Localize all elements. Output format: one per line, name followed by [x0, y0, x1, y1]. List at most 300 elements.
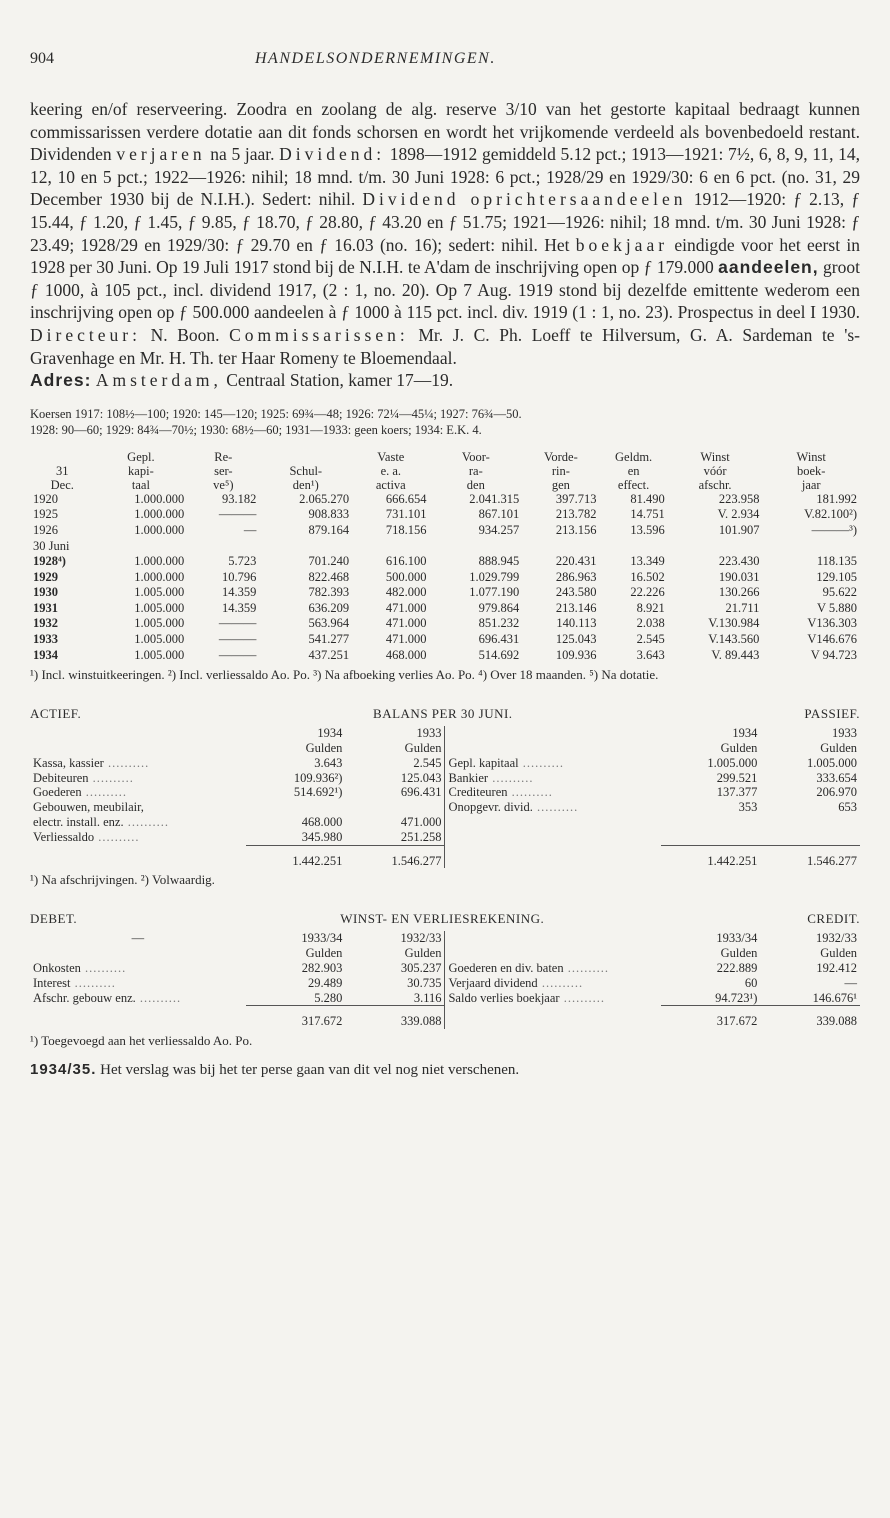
value-cell: 305.237	[400, 961, 442, 976]
value-cell: 213.146	[555, 600, 597, 615]
label-text: Debiteuren	[33, 770, 89, 785]
value-cell: 437.251	[308, 647, 350, 662]
ledger-label	[30, 771, 246, 786]
table-row	[30, 492, 860, 508]
value-cell: 1.005.000	[707, 755, 758, 770]
value-cell: 81.490	[630, 491, 665, 506]
years-row	[30, 931, 860, 946]
value-cell: 471.000	[385, 632, 427, 647]
ledger-label	[445, 800, 661, 815]
label-text: Verliessaldo	[33, 830, 95, 845]
value-cell: 13.596	[630, 522, 665, 537]
winst-table	[30, 931, 860, 1029]
value-cell: 397.713	[555, 491, 597, 506]
column-header: Vorde- rin- gen	[543, 449, 578, 492]
value-cell: 118.135	[816, 554, 857, 569]
value-cell: 701.240	[308, 554, 350, 569]
year-header: 1932/33	[400, 931, 442, 946]
header-spacer: —	[131, 931, 145, 946]
ledger-row	[30, 976, 860, 991]
year-header: 1933/34	[716, 931, 758, 946]
value-cell	[760, 830, 860, 845]
address-city: Amsterdam,	[95, 370, 222, 391]
ledger-label	[445, 976, 661, 991]
value-cell: 471.000	[385, 600, 427, 615]
totals-spacer	[445, 1006, 661, 1029]
value-cell: 563.964	[308, 616, 350, 631]
unit-header: Gulden	[305, 946, 343, 961]
value-cell: 468.000	[301, 815, 343, 830]
label-text: Afschr. gebouw enz.	[33, 990, 136, 1005]
spaced-term: Dividend:	[279, 144, 386, 165]
value-cell: 514.692	[478, 647, 520, 662]
value-cell: V 5.880	[816, 600, 857, 615]
table-row	[30, 523, 860, 539]
year-cell: 1928⁴)	[33, 554, 66, 569]
value-cell: 718.156	[385, 522, 427, 537]
value-cell: V. 89.443	[711, 647, 760, 662]
year-cell: 1920	[33, 491, 58, 506]
label-text: Kassa, kassier	[33, 755, 104, 770]
value-cell: V.130.984	[708, 616, 760, 631]
value-cell: 1.005.000	[807, 755, 857, 770]
value-cell: V.143.560	[708, 632, 760, 647]
ledger-label	[30, 830, 246, 845]
value-cell: 3.116	[413, 990, 442, 1005]
value-cell: 109.936²)	[293, 770, 343, 785]
leader-dots: ..........	[80, 961, 127, 976]
value-cell: 468.000	[385, 647, 427, 662]
label-text: Goederen	[33, 785, 82, 800]
value-cell: 125.043	[400, 770, 442, 785]
text-run: na 5 jaar.	[205, 144, 280, 165]
value-cell: 146.676¹	[812, 990, 857, 1005]
page-number: 904	[30, 50, 54, 67]
label-text: Crediteuren	[448, 785, 508, 800]
ledger-label	[30, 815, 246, 830]
value-cell: 2.041.315	[469, 491, 520, 506]
ledger-row	[30, 830, 860, 845]
value-cell: 94.723¹)	[715, 990, 758, 1005]
leader-dots: ..........	[537, 975, 584, 990]
value-cell: 3.643	[314, 755, 343, 770]
value-cell: 1.077.190	[469, 585, 520, 600]
value-cell: 14.359	[222, 600, 257, 615]
value-cell: 282.903	[301, 961, 343, 976]
header-spacer	[445, 741, 661, 756]
value-cell: 2.038	[636, 616, 665, 631]
table-row	[30, 632, 860, 648]
value-cell: 471.000	[400, 815, 442, 830]
ledger-label	[30, 785, 246, 800]
value-cell: 206.970	[816, 785, 857, 800]
winst-right-title: CREDIT.	[807, 911, 860, 927]
value-cell: 1.005.000	[134, 647, 185, 662]
winst-title: WINST- EN VERLIESREKENING.	[340, 911, 545, 927]
value-cell: 851.232	[478, 616, 520, 631]
value-cell: 934.257	[478, 522, 520, 537]
column-header: Vaste e. a. activa	[375, 449, 406, 492]
balans-section	[30, 706, 860, 887]
label-text: Gebouwen, meubilair,	[33, 800, 144, 815]
value-cell: 223.430	[718, 554, 760, 569]
balans-left-title: ACTIEF.	[30, 706, 82, 722]
year-header: 1933	[832, 726, 857, 741]
table-row	[30, 507, 860, 523]
value-cell: 16.502	[630, 569, 665, 584]
label-text: Verjaard dividend	[448, 975, 538, 990]
value-cell: 908.833	[308, 507, 350, 522]
ledger-label	[30, 756, 246, 771]
winst-left-title: DEBET.	[30, 911, 78, 927]
year-header: 1933	[416, 726, 442, 741]
value-cell: 243.580	[555, 585, 597, 600]
totals-row	[30, 845, 860, 868]
year-cell: 1933	[33, 632, 58, 647]
header-spacer	[445, 931, 661, 946]
main-paragraph	[30, 98, 860, 369]
value-cell: V146.676	[807, 632, 857, 647]
leader-dots: ..........	[135, 990, 182, 1005]
financial-table-body	[30, 492, 860, 664]
body-text	[30, 98, 860, 392]
value-cell: ———³)	[811, 522, 857, 537]
value-cell: 3.643	[636, 647, 665, 662]
table-row	[30, 554, 860, 570]
value-cell: 879.164	[308, 522, 350, 537]
column-header: Winst vóór afschr.	[698, 449, 732, 492]
year-cell: 1934	[33, 647, 58, 662]
value-cell: 616.100	[385, 554, 427, 569]
value-cell: 14.751	[630, 507, 665, 522]
value-cell: 1.005.000	[134, 632, 185, 647]
value-cell: V 94.723	[810, 647, 857, 662]
spaced-term: Dividend oprichtersaandeelen	[362, 189, 687, 210]
text-run: groot ƒ 1000, à 105 pct., incl. dividend 1917, (2 : 1, no. 20). Op 7 Aug. 1919 stond bij dezelfde emittente wederom een inschrijving open op ƒ 500.000 aandeelen à ƒ 1000 à 115 pct. incl. div. 1919 (1 : 1, no. 23). Prospectus in deel I 1930.	[30, 257, 860, 323]
leader-dots: ..........	[70, 975, 116, 990]
year-cell: 1925	[33, 507, 58, 522]
closing-text: Het verslag was bij het ter perse gaan van dit vel nog niet verschenen.	[96, 1062, 520, 1079]
header-spacer	[445, 726, 661, 741]
value-cell	[760, 815, 860, 830]
value-cell: 514.692¹)	[293, 785, 343, 800]
value-cell: 867.101	[478, 507, 520, 522]
value-cell: 1.000.000	[134, 554, 185, 569]
value-cell: 220.431	[555, 554, 597, 569]
value-cell: 95.622	[822, 585, 857, 600]
subheader-cell: 30 Juni	[33, 538, 70, 553]
page	[30, 50, 860, 1078]
ledger-row	[30, 771, 860, 786]
label-text: Interest	[33, 975, 71, 990]
value-cell: V. 2.934	[717, 507, 760, 522]
ledger-label	[30, 961, 246, 976]
value-cell: 696.431	[478, 632, 520, 647]
address-label: Adres:	[30, 370, 92, 391]
value-cell	[345, 800, 445, 815]
value-cell: 1.005.000	[134, 585, 185, 600]
ledger-label	[445, 756, 661, 771]
value-cell: 345.980	[301, 829, 343, 844]
winst-section	[30, 911, 860, 1048]
ledger-label	[445, 815, 661, 830]
leader-dots: ..........	[81, 785, 127, 800]
value-cell: 190.031	[718, 569, 760, 584]
winst-notes: ¹) Toegevoegd aan het verliessaldo Ao. Po.	[30, 1033, 253, 1049]
label-text: Bankier	[448, 770, 489, 785]
financial-table-notes: ¹) Incl. winstuitkeeringen. ²) Incl. verliessaldo Ao. Po. ³) Na afboeking verlies Ao. Po. ⁴) Over 18 maanden. ⁵) Na dotatie.	[30, 667, 659, 683]
value-cell: 2.065.270	[299, 491, 350, 506]
ledger-label	[30, 976, 246, 991]
text-run: Mr. J. C. Ph. Loeff te Hilversum, G. A. Sardeman te 's-Gravenhage en Mr. H. Th. ter Haar Romeny te Bloemendaal.	[30, 324, 860, 368]
label-text: Saldo verlies boekjaar	[448, 990, 560, 1005]
leader-dots: ..........	[103, 755, 150, 770]
value-cell: 222.889	[716, 961, 758, 976]
unit-header: Gulden	[820, 946, 857, 961]
ledger-label	[445, 771, 661, 786]
bold-term: aandeelen,	[718, 257, 819, 278]
header-spacer	[445, 946, 661, 961]
value-cell: 1.000.000	[134, 507, 185, 522]
total-cell: 1.442.251	[661, 845, 761, 868]
label-text: Goederen en div. baten	[448, 961, 564, 976]
table-row	[30, 570, 860, 586]
spaced-term: boekjaar	[575, 234, 669, 255]
value-cell: 5.280	[314, 990, 343, 1005]
spaced-term: Commissarissen:	[229, 324, 409, 345]
koersen-block	[30, 406, 860, 438]
value-cell: 125.043	[555, 632, 597, 647]
leader-dots: ..........	[94, 830, 140, 845]
unit-header: Gulden	[720, 946, 758, 961]
value-cell: 666.654	[385, 491, 427, 506]
value-cell: 29.489	[308, 975, 343, 990]
value-cell: 782.393	[308, 585, 350, 600]
value-cell: V.82.100²)	[804, 507, 857, 522]
ledger-label	[30, 800, 246, 815]
value-cell: 1.000.000	[134, 522, 185, 537]
column-header: Re- ser- ve⁵)	[213, 449, 234, 492]
table-row	[30, 616, 860, 632]
value-cell: 130.266	[718, 585, 760, 600]
leader-dots: ..........	[88, 770, 134, 785]
koersen-line-2: 1928: 90—60; 1929: 84¾—70½; 1930: 68½—60; 1931—1933: geen koers; 1934: E.K. 4.	[30, 422, 482, 437]
value-cell: —	[844, 975, 857, 990]
table-row	[30, 601, 860, 617]
totals-spacer	[30, 845, 246, 868]
running-header	[30, 50, 860, 68]
total-cell: 339.088	[760, 1006, 860, 1029]
leader-dots: ..........	[563, 961, 609, 976]
leader-dots: ..........	[488, 770, 534, 785]
balans-right-title: PASSIEF.	[804, 706, 860, 722]
value-cell: ———	[218, 647, 257, 662]
balans-table	[30, 726, 860, 868]
year-cell: 1932	[33, 616, 58, 631]
value-cell: 101.907	[718, 522, 760, 537]
financial-table-header	[30, 450, 860, 492]
header-spacer	[30, 946, 246, 961]
total-cell: 1.546.277	[760, 845, 860, 868]
ledger-label	[30, 991, 246, 1006]
unit-header: Gulden	[404, 946, 442, 961]
ledger-row	[30, 961, 860, 976]
value-cell: 10.796	[222, 569, 257, 584]
table-subheader-row	[30, 539, 860, 555]
value-cell: 213.782	[555, 507, 597, 522]
year-header: 1933/34	[301, 931, 343, 946]
years-row	[30, 726, 860, 741]
ledger-row	[30, 815, 860, 830]
label-text: Onopgevr. divid.	[448, 800, 533, 815]
text-run: eindigde voor het eerst in 1928 per 30 Juni. Op 19 Juli 1917 stond bij de N.I.H. te A'dam de inschrijving open op ƒ 179.000	[30, 234, 860, 278]
value-cell: 653	[838, 800, 857, 815]
value-cell: 1.029.799	[469, 569, 520, 584]
balans-heading	[30, 706, 860, 722]
header-spacer	[30, 741, 246, 756]
value-cell: —	[243, 522, 257, 537]
label-text: Gepl. kapitaal	[448, 755, 519, 770]
value-cell: ———	[218, 632, 257, 647]
value-cell: 2.545	[413, 755, 442, 770]
value-cell: V136.303	[807, 616, 857, 631]
balans-notes: ¹) Na afschrijvingen. ²) Volwaardig.	[30, 872, 215, 888]
address-rest: Centraal Station, kamer 17—19.	[221, 370, 454, 391]
spaced-term: verjaren	[116, 144, 206, 165]
column-header: Schul- den¹)	[289, 463, 323, 492]
leader-dots: ..........	[507, 785, 553, 800]
total-cell: 317.672	[661, 1006, 761, 1029]
text-run: N. Boon.	[140, 324, 230, 345]
value-cell: 14.359	[222, 585, 257, 600]
total-cell: 1.442.251	[246, 845, 346, 868]
year-header: 1934	[317, 726, 343, 741]
value-cell: 5.723	[228, 554, 257, 569]
year-cell: 1926	[33, 522, 58, 537]
column-header: Gepl. kapi- taal	[127, 449, 155, 492]
value-cell	[661, 830, 761, 845]
value-cell: 213.156	[555, 522, 597, 537]
value-cell: 109.936	[555, 647, 597, 662]
value-cell: 696.431	[400, 785, 442, 800]
unit-header: Gulden	[720, 741, 758, 756]
value-cell: ———	[218, 616, 257, 631]
ledger-row	[30, 991, 860, 1006]
value-cell: 1.000.000	[134, 569, 185, 584]
text-run: 1898—1912 gemiddeld 5.12 pct.; 1913—1921: 7½, 6, 8, 9, 11, 14, 12, 10 en 5 pct.; 1922—1926: nihil; 18 mnd. t/m. 30 Juni 1928: 6 pct.; 1928/29 en 1929/30: 6 en 6 pct. (no. 31, 29 December 1930 bij de N.I.H.). Sedert: nihil.	[30, 144, 861, 210]
total-cell: 339.088	[345, 1006, 445, 1029]
year-header: 1932/33	[816, 931, 857, 946]
leader-dots: ..........	[559, 990, 605, 1005]
unit-header: Gulden	[404, 741, 442, 756]
value-cell: 223.958	[718, 491, 760, 506]
year-header: 1934	[732, 726, 758, 741]
value-cell: 30.735	[407, 975, 442, 990]
leader-dots: ..........	[123, 815, 169, 830]
value-cell: 353	[738, 800, 758, 815]
running-title: HANDELSONDERNEMINGEN.	[255, 50, 496, 67]
unit-header: Gulden	[305, 741, 343, 756]
closing-year: 1934/35.	[30, 1061, 97, 1079]
label-text: Onkosten	[33, 961, 81, 976]
value-cell: 8.921	[636, 600, 665, 615]
spaced-term: Directeur:	[30, 324, 141, 345]
ledger-label	[445, 785, 661, 800]
value-cell: 251.258	[400, 829, 442, 844]
value-cell: 888.945	[478, 554, 520, 569]
value-cell: 2.545	[636, 632, 665, 647]
value-cell: 286.963	[555, 569, 597, 584]
value-cell: 500.000	[385, 569, 427, 584]
value-cell: 731.101	[385, 507, 427, 522]
ledger-label	[445, 961, 661, 976]
value-cell: 13.349	[630, 554, 665, 569]
value-cell: 181.992	[816, 491, 857, 506]
ledger-label	[445, 830, 661, 845]
table-row	[30, 648, 860, 664]
year-cell: 1931	[33, 600, 58, 615]
value-cell: 541.277	[308, 632, 350, 647]
table-row	[30, 585, 860, 601]
winst-heading	[30, 911, 860, 927]
value-cell: 1.005.000	[134, 600, 185, 615]
year-cell: 1930	[33, 585, 58, 600]
unit-row	[30, 946, 860, 961]
value-cell: 1.000.000	[134, 491, 185, 506]
totals-row	[30, 1006, 860, 1029]
label-text: electr. install. enz.	[33, 815, 124, 830]
value-cell: 979.864	[478, 600, 520, 615]
koersen-line-1: Koersen 1917: 108½—100; 1920: 145—120; 1925: 69¾—48; 1926: 72¼—45¼; 1927: 76¾—50.	[30, 406, 522, 421]
column-header: Voor- ra- den	[461, 449, 490, 492]
column-header: Winst boek- jaar	[796, 449, 826, 492]
financial-table	[30, 450, 860, 664]
value-cell: 299.521	[716, 770, 758, 785]
value-cell: 129.105	[816, 569, 857, 584]
unit-row	[30, 741, 860, 756]
value-cell	[661, 815, 761, 830]
column-header: Geldm. en effect.	[615, 449, 653, 492]
value-cell: 192.412	[816, 961, 857, 976]
unit-header: Gulden	[820, 741, 857, 756]
ledger-row	[30, 800, 860, 815]
address-line	[30, 369, 860, 392]
text-run: keering en/of reserveering. Zoodra en zoolang de alg. reserve 3/10 van het gestorte kapitaal bedraagt kunnen commissarissen verdere dotatie aan dit fonds schorsen en wordt het vrijkomende verdeeld als bovenbedoeld restant. Dividenden	[30, 99, 860, 165]
value-cell: 471.000	[385, 616, 427, 631]
value-cell	[246, 800, 346, 815]
value-cell: 93.182	[222, 491, 257, 506]
header-spacer	[30, 726, 246, 741]
value-cell: 137.377	[716, 785, 758, 800]
text-run: 1912—1920: ƒ 2.13, ƒ 15.44, ƒ 1.20, ƒ 1.45, ƒ 9.85, ƒ 18.70, ƒ 28.80, ƒ 43.20 en ƒ 51.75; 1921—1926: nihil; 18 mnd. t/m. 30 Juni 1928: ƒ 23.49; 1928/29 en 1929/30: ƒ 29.70 en ƒ 16.03 (no. 16); sedert: nihil. Het	[30, 189, 860, 255]
leader-dots: ..........	[532, 800, 579, 815]
ledger-label	[445, 991, 661, 1006]
value-cell: 1.005.000	[134, 616, 185, 631]
total-cell: 1.546.277	[345, 845, 445, 868]
value-cell: 482.000	[385, 585, 427, 600]
value-cell: 333.654	[816, 770, 857, 785]
value-cell: 140.113	[556, 616, 597, 631]
value-cell: 22.226	[630, 585, 665, 600]
total-cell: 317.672	[246, 1006, 346, 1029]
ledger-row	[30, 785, 860, 800]
value-cell: 636.209	[308, 600, 350, 615]
year-cell: 1929	[33, 569, 58, 584]
column-header: 31 Dec.	[50, 463, 74, 492]
value-cell: 60	[744, 975, 758, 990]
ledger-row	[30, 756, 860, 771]
balans-title: BALANS PER 30 JUNI.	[373, 706, 513, 722]
